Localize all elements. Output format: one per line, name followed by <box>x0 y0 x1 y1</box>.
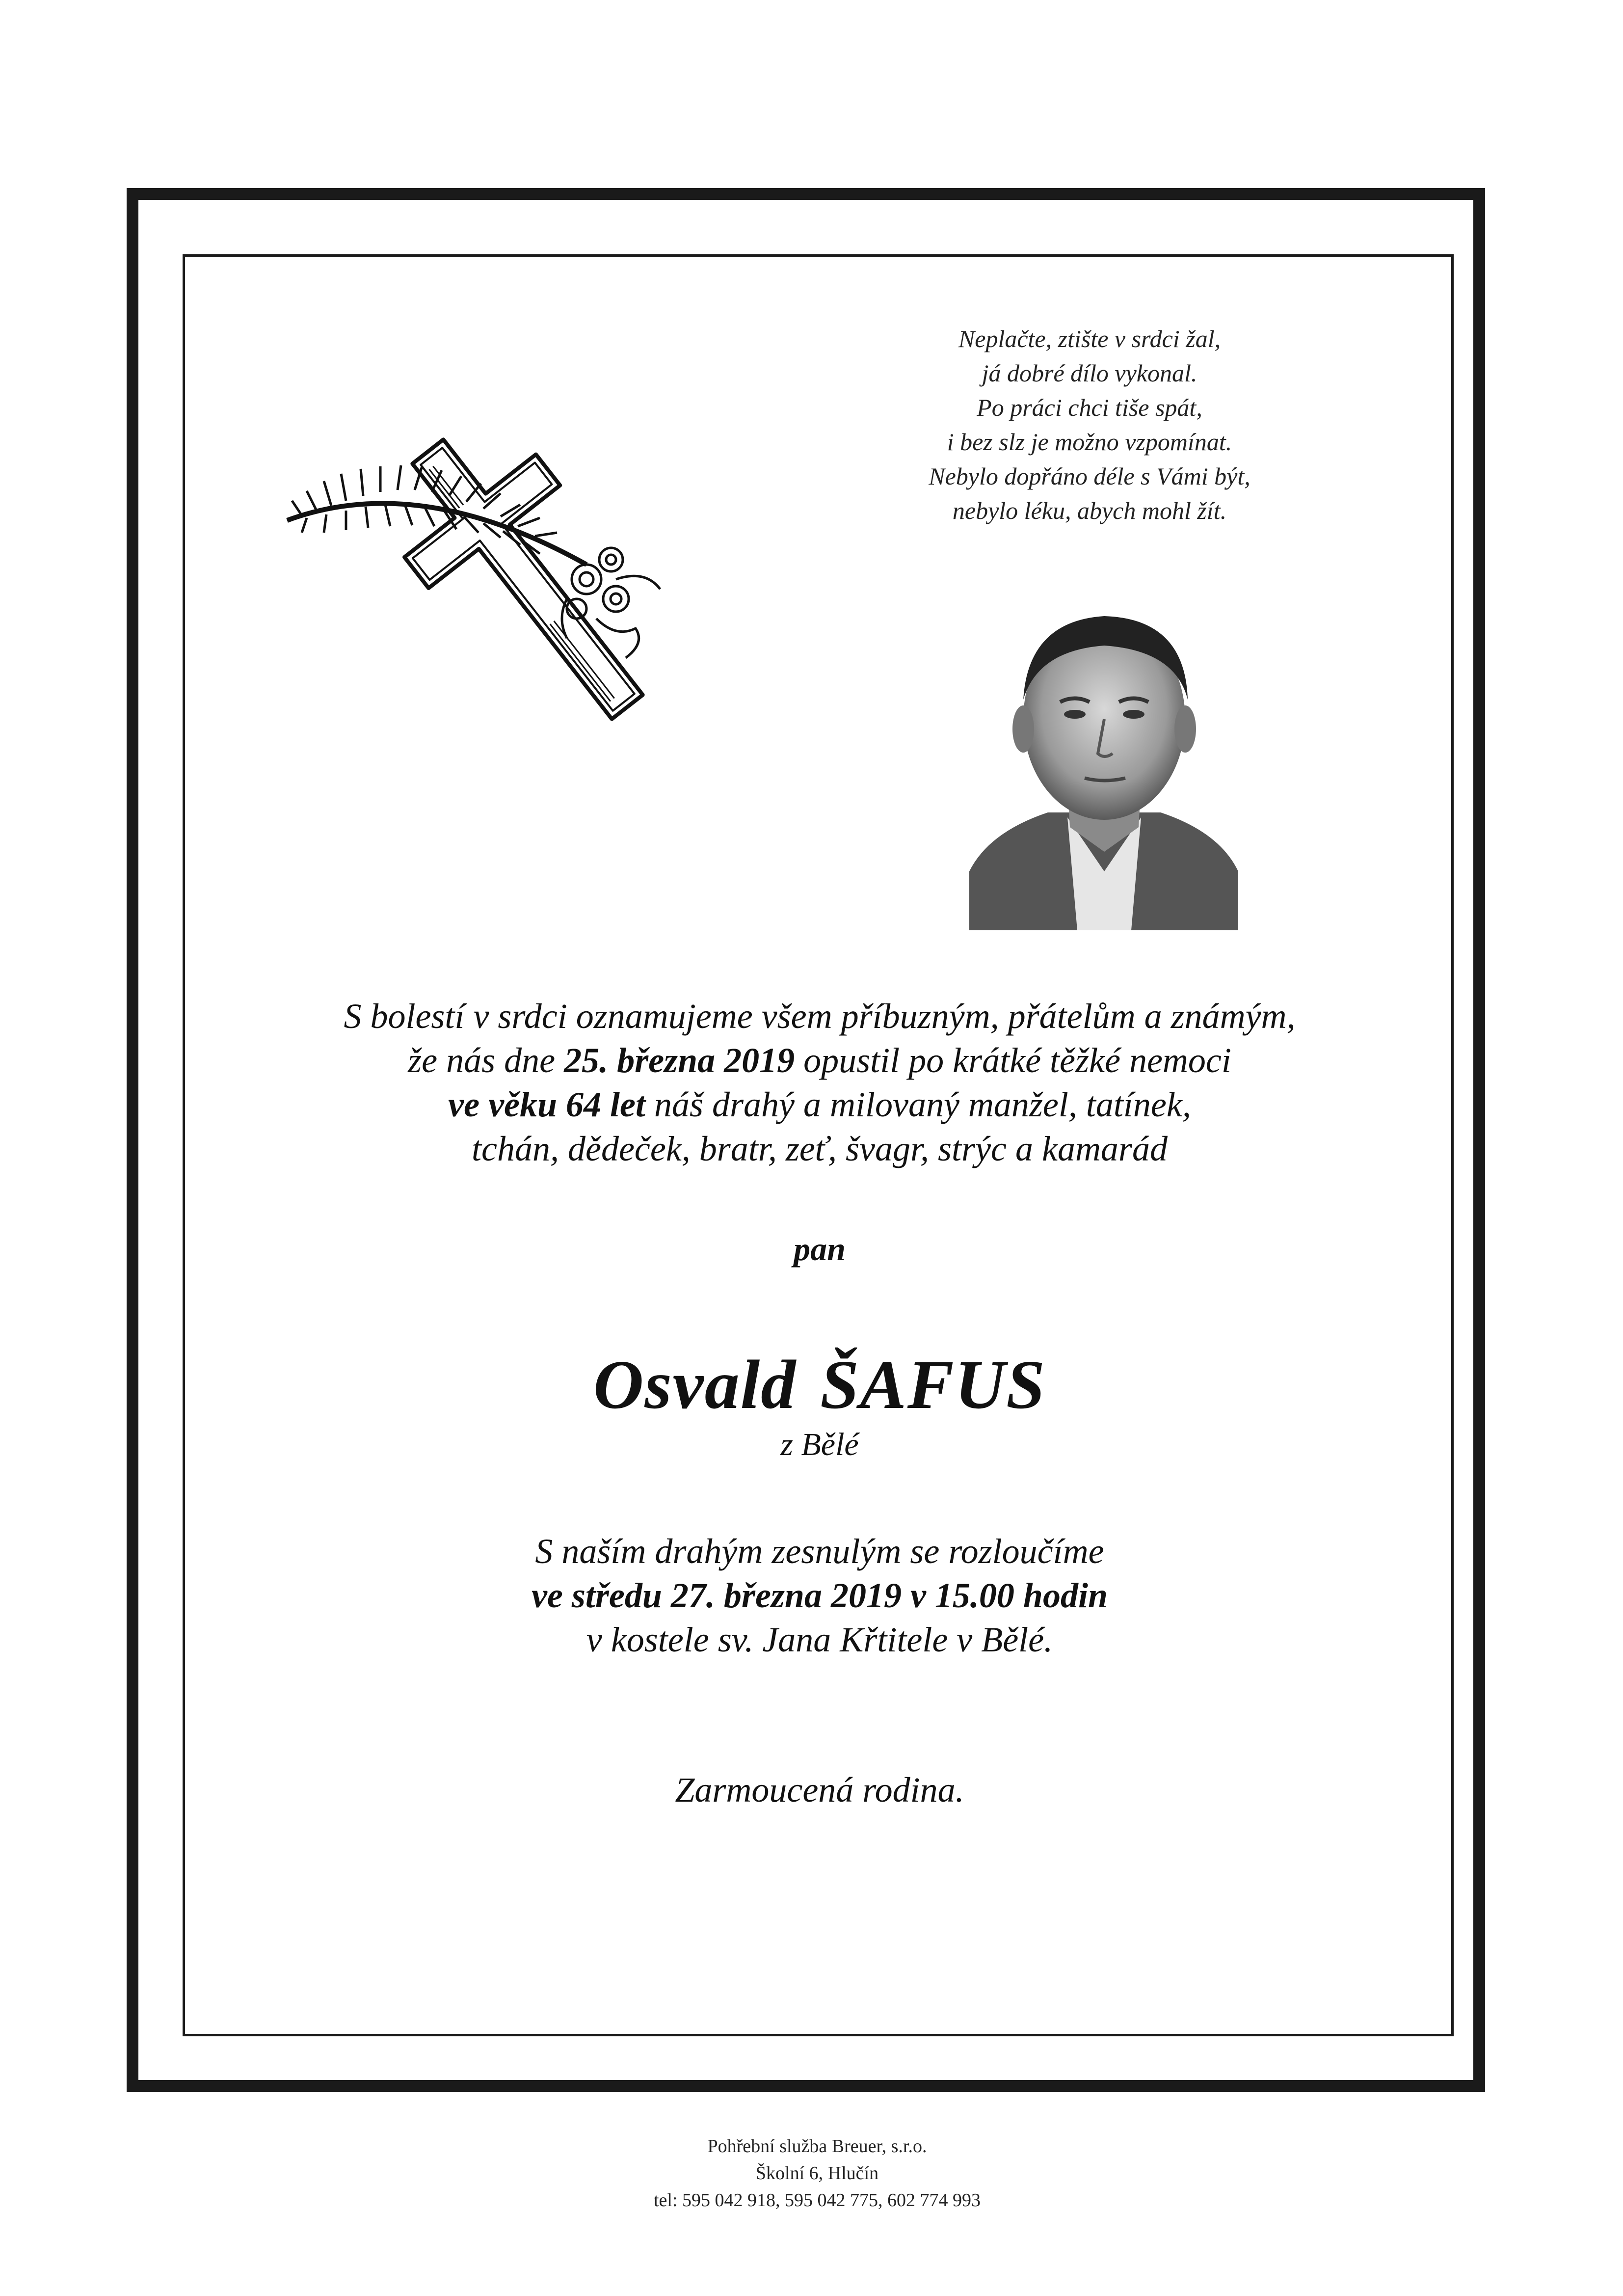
announcement-line: tchán, dědeček, bratr, zeť, švagr, strýc a kamarád <box>472 1129 1168 1168</box>
announcement-text: že nás dne <box>408 1041 564 1080</box>
death-date: 25. března 2019 <box>564 1041 795 1080</box>
portrait-photo <box>969 596 1238 930</box>
announcement-line <box>196 1082 1443 1127</box>
poem-line: já dobré dílo vykonal. <box>982 359 1197 387</box>
poem-line: Neplačte, ztište v srdci žal, <box>958 325 1221 352</box>
announcement-text: opustil po krátké těžké nemoci <box>795 1041 1231 1080</box>
deceased-name <box>196 1345 1443 1424</box>
death-announcement <box>196 994 1443 1171</box>
deceased-origin: z Bělé <box>780 1427 859 1462</box>
company-name: Pohřební služba Breuer, s.r.o. <box>707 2136 927 2157</box>
poem-line: i bez slz je možno vzpomínat. <box>947 428 1232 456</box>
family-signature: Zarmoucená rodina. <box>675 1770 964 1810</box>
poem-line: Nebylo dopřáno déle s Vámi být, <box>929 462 1251 490</box>
title-word: pan <box>794 1230 846 1268</box>
announcement-line: S bolestí v srdci oznamujeme všem příbuzným, přátelům a známým, <box>344 997 1296 1036</box>
cross-palm-icon <box>272 432 783 736</box>
age-at-death: ve věku 64 let <box>448 1085 645 1124</box>
memorial-poem <box>874 322 1305 528</box>
farewell-place: v kostele sv. Jana Křtitele v Bělé. <box>586 1620 1053 1659</box>
poem-line: Po práci chci tiše spát, <box>977 394 1202 421</box>
announcement-line <box>196 1038 1443 1082</box>
farewell-info <box>196 1529 1443 1662</box>
first-name: Osvald <box>593 1346 797 1423</box>
last-name: ŠAFUS <box>820 1346 1046 1423</box>
company-phones: tel: 595 042 918, 595 042 775, 602 774 993 <box>653 2190 981 2211</box>
funeral-service-footer <box>540 2133 1094 2214</box>
farewell-line: S naším drahým zesnulým se rozloučíme <box>535 1532 1104 1571</box>
company-address: Školní 6, Hlučín <box>755 2163 879 2184</box>
farewell-datetime: ve středu 27. března 2019 v 15.00 hodin <box>531 1576 1108 1615</box>
announcement-text: náš drahý a milovaný manžel, tatínek, <box>645 1085 1191 1124</box>
poem-line: nebylo léku, abych mohl žít. <box>952 497 1227 524</box>
